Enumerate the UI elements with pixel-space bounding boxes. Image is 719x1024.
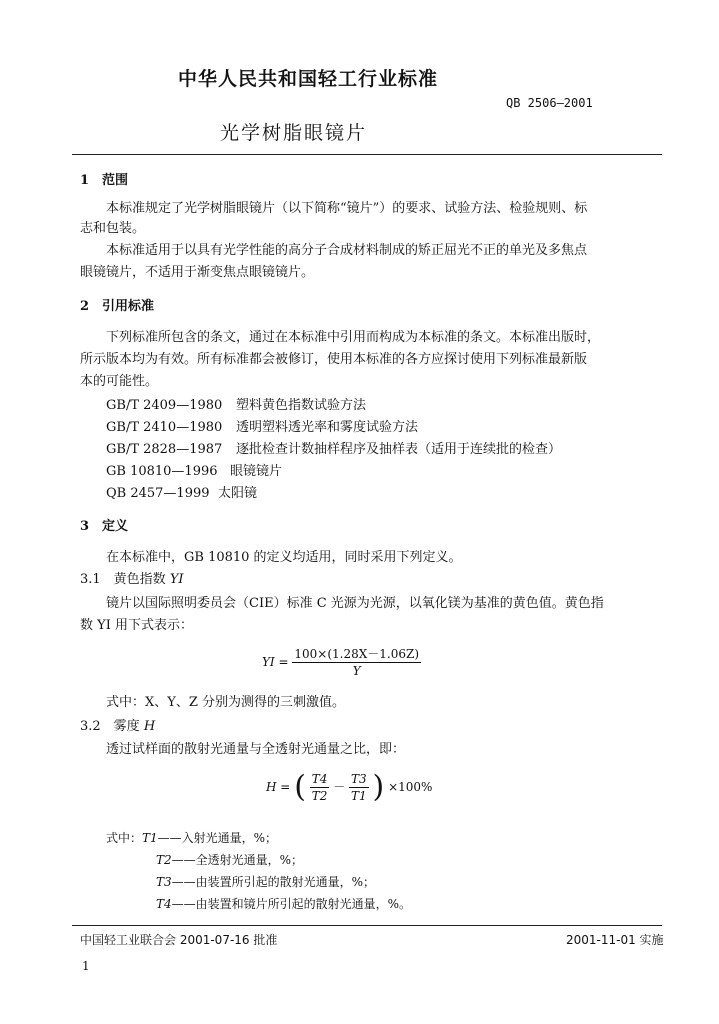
s2-para-line3: 本的可能性。 — [80, 374, 159, 389]
s1-para2-line2: 眼镜镜片，不适用于渐变焦点眼镜镜片。 — [80, 265, 315, 280]
formula-minus: － — [333, 780, 346, 794]
variable-symbol: T3 — [156, 875, 172, 889]
formula-yellowness-index — [262, 646, 421, 679]
document-title: 光学树脂眼镜片 — [220, 122, 368, 144]
formula-denominator: T2 — [311, 789, 328, 803]
reference-code: GB/T 2828—1987 — [106, 442, 223, 457]
reference-title: 塑料黄色指数试验方法 — [236, 398, 367, 413]
variable-desc: ——由装置和镜片所引起的散射光通量，%。 — [171, 897, 412, 911]
footer-rule — [72, 925, 662, 926]
section-3-heading: 3 定义 — [80, 519, 129, 534]
variable-symbol: T1 — [142, 831, 158, 845]
def-3-2-line1: 透过试样面的散射光通量与全透射光通量之比，即： — [106, 742, 406, 757]
reference-title: 逐批检查计数抽样程序及抽样表（适用于连续批的检查） — [236, 442, 562, 457]
reference-item — [106, 441, 561, 459]
s1-para1-line1: 本标准规定了光学树脂眼镜片（以下简称“镜片”）的要求、试验方法、检验规则、标 — [106, 201, 588, 216]
section-2-heading: 2 引用标准 — [80, 299, 155, 314]
standard-code: QB 2506—2001 — [506, 96, 593, 110]
reference-item — [106, 419, 418, 437]
reference-title: 太阳镜 — [218, 486, 258, 501]
yi-symbol: YI — [169, 572, 184, 587]
formula-numerator: T4 — [311, 772, 328, 786]
formula-equals: = — [280, 780, 291, 794]
reference-title: 眼镜镜片 — [230, 464, 283, 479]
formula-fraction — [349, 771, 369, 804]
reference-code: GB 10810—1996 — [106, 464, 218, 479]
approval-line: 中国轻工业联合会 2001-07-16 批准 — [80, 933, 278, 947]
formula-haze — [266, 771, 432, 804]
s3-intro: 在本标准中，GB 10810 的定义均适用，同时采用下列定义。 — [106, 550, 462, 565]
variable-item — [106, 830, 277, 846]
def-3-1-line2: 数 YI 用下式表示： — [80, 618, 193, 633]
s2-para-line2: 所示版本均为有效。所有标准都会被修订，使用本标准的各方应探讨使用下列标准最新版 — [80, 352, 588, 367]
formula-1-note: 式中：X、Y、Z 分别为测得的三刺激值。 — [106, 695, 346, 710]
formula-equals: = — [278, 655, 289, 669]
org-title: 中华人民共和国轻工行业标准 — [178, 68, 439, 90]
reference-code: GB/T 2410—1980 — [106, 420, 223, 435]
formula-denominator: T1 — [351, 789, 367, 803]
reference-code: GB/T 2409—1980 — [106, 398, 223, 413]
page-number: 1 — [82, 959, 90, 973]
s1-para2-line1: 本标准适用于以具有光学性能的高分子合成材料制成的矫正屈光不正的单光及多焦点 — [106, 243, 588, 258]
reference-title: 透明塑料透光率和雾度试验方法 — [236, 420, 419, 435]
s2-para-line1: 下列标准所包含的条文，通过在本标准中引用而构成为本标准的条文。本标准出版时， — [106, 330, 601, 345]
definition-3-1-heading — [80, 571, 184, 589]
variable-item — [156, 874, 375, 890]
formula-numerator: T3 — [351, 772, 367, 786]
definition-3-1-label: 3.1 黄色指数 — [80, 572, 170, 587]
s1-para1-line2: 志和包装。 — [80, 221, 146, 236]
variable-symbol: T4 — [156, 897, 172, 911]
definition-3-2-heading — [80, 718, 155, 736]
variable-symbol: T2 — [156, 853, 172, 867]
variable-desc: ——由装置所引起的散射光通量，%； — [171, 875, 376, 889]
formula-fraction — [292, 646, 421, 679]
variable-item — [156, 896, 411, 912]
h-symbol: H — [143, 719, 156, 734]
left-paren: ( — [294, 769, 306, 805]
formula-fraction — [310, 771, 330, 804]
reference-item — [106, 485, 257, 503]
reference-item — [106, 463, 282, 481]
variable-desc: ——全透射光通量，%； — [171, 853, 304, 867]
reference-item — [106, 397, 366, 415]
formula-suffix: ×100% — [388, 780, 433, 794]
vars-prefix: 式中： — [106, 831, 143, 845]
def-3-1-line1: 镜片以国际照明委员会（CIE）标准 C 光源为光源，以氧化镁为基准的黄色值。黄色指 — [106, 596, 604, 611]
section-1-heading: 1 范围 — [80, 173, 129, 188]
variable-desc: ——入射光通量，%； — [157, 831, 278, 845]
variable-item — [156, 852, 303, 868]
reference-code: QB 2457—1999 — [106, 486, 210, 501]
formula-denominator: Y — [352, 664, 361, 678]
implementation-date: 2001-11-01 实施 — [566, 933, 664, 947]
header-rule — [72, 154, 662, 155]
right-paren: ) — [372, 769, 385, 805]
formula-lhs: YI — [262, 655, 275, 669]
definition-3-2-label: 3.2 雾度 — [80, 719, 144, 734]
formula-lhs: H — [266, 780, 277, 794]
formula-numerator: 100×(1.28X－1.06Z) — [294, 647, 420, 661]
